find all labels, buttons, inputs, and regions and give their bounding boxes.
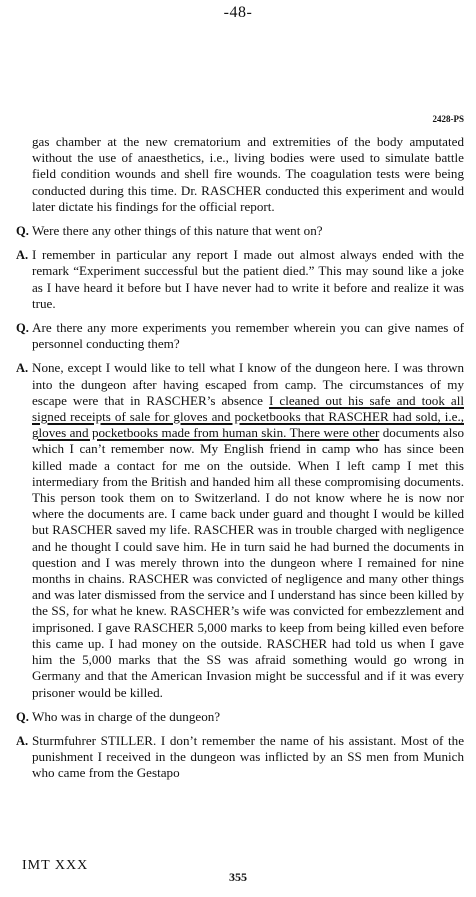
answer-label: A.	[16, 248, 29, 263]
question-3	[16, 709, 464, 725]
top-page-number: -48-	[223, 4, 253, 21]
answer-text-after: documents also which I can’t remember now. My English friend in camp who has since been killed made a contact for me on the outside. When I left camp I met this intermediary from the British and handed him all these compromising documents. This person took them on to Switzerland. I do not know where he is now nor where the documents are. I came back under guard and thought I would be killed but RASCHER saved my life. RASCHER was in trouble charged with negligence and he thought I could save him. He in turn said he had burned the documents in question and I was merely thrown into the dungeon where I remained for nine months in chains. RASCHER was convicted of negligence and many other things and was later dismissed from the service and I understand has since been killed by the SS, for what he knew. RASCHER’s wife was convicted for embezzlement and imprisoned. I gave RASCHER 5,000 marks to keep from being killed even before this came up. I had money on the outside. RASCHER had told us when I gave him the 5,000 marks that the SS was afraid something would go wrong in Germany and that the American Invasion might be successful and if it was every prisoner would be killed.	[32, 425, 464, 700]
document-code: 2428-PS	[432, 114, 464, 124]
footer-page-number: 355	[229, 870, 247, 884]
question-label: Q.	[16, 709, 29, 724]
answer-text: Sturmfuhrer STILLER. I don’t remember the name of his assistant. Most of the punishment I received in the dungeon was inflicted by an SS men from Munich who came from the Gestapo	[32, 732, 464, 781]
answer-3	[16, 733, 464, 782]
answer-text: I remember in particular any report I made out almost always ended with the remark “Experiment successful but the patient died.” This may sound like a joke as I have heard it before but I have never had to write it before and realize it was true.	[32, 247, 464, 311]
question-2	[16, 320, 464, 352]
question-text: Were there any other things of this nature that went on?	[32, 223, 323, 239]
continuation-paragraph: gas chamber at the new crematorium and extremities of the body amputated without the use of anaesthetics, i.e., living bodies were used to simulate battle field condition wounds and shell fire wounds. The coagulation tests were being conducted during this time. Dr. RASCHER conducted this experiment and would later dictate his findings for the official report.	[32, 134, 464, 214]
answer-text-before: None, except I would like to tell what I know of the dungeon here. I was thrown into the dungeon after having escaped from camp. The circumstances of my escape were that in RASCHER’s absence	[32, 360, 464, 408]
document-body	[16, 134, 464, 790]
underlined-passage: I cleaned out his safe and took all signed receipts of sale for gloves and pocketbooks that RASCHER had sold, i.e., gloves and pocketbooks made from human skin. There were other	[32, 392, 464, 441]
question-1	[16, 223, 464, 239]
volume-label: IMT XXX	[22, 858, 89, 873]
question-text: Are there any more experiments you remember wherein you can give names of personnel conducting them?	[32, 320, 464, 352]
question-label: Q.	[16, 224, 29, 239]
answer-1	[16, 247, 464, 312]
answer-2	[16, 360, 464, 700]
question-label: Q.	[16, 321, 29, 336]
answer-label: A.	[16, 361, 29, 376]
question-text: Who was in charge of the dungeon?	[32, 708, 221, 724]
answer-label: A.	[16, 733, 29, 748]
